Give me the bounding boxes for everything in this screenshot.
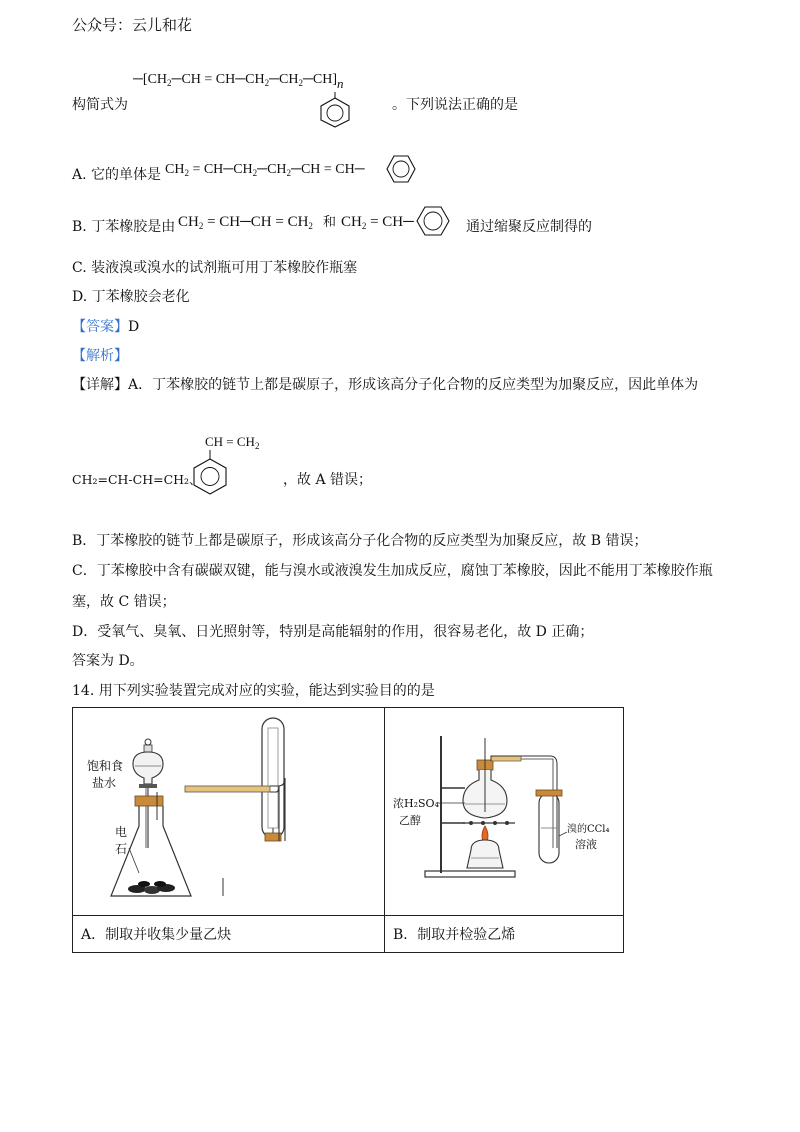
- q13-stem-prefix: 构简式为: [72, 97, 128, 113]
- option-b-prefix: B. 丁苯橡胶是由: [72, 219, 176, 235]
- option-a-prefix: A. 它的单体是: [72, 167, 162, 183]
- q14-stem: 14. 用下列实验装置完成对应的实验，能达到实验目的的是: [72, 683, 435, 699]
- detail-b: B．丁苯橡胶的链节上都是碳原子，形成该高分子化合物的反应类型为加聚反应，故 B 错误；: [72, 533, 648, 549]
- experiment-table: [72, 707, 624, 953]
- benzene-ring-icon: [318, 92, 352, 128]
- detail-c-line1: C．丁苯橡胶中含有碳碳双键，能与溴水或液溴发生加成反应，腐蚀丁苯橡胶，因此不能用丁苯橡胶作瓶: [72, 563, 713, 579]
- polymer-repeat-unit: $─[CH_2─CH$ = $CH─CH_2─CH_2─CH]n$: [133, 72, 344, 91]
- q13-stem-suffix: 。下列说法正确的是: [392, 97, 518, 113]
- label-acid: 浓H₂SO₄: [393, 797, 439, 810]
- option-b-formula-2: $CH_2$ = CH─: [341, 214, 414, 231]
- option-b-suffix: 通过缩聚反应制得的: [466, 219, 592, 235]
- ethylene-apparatus-diagram: [385, 708, 623, 915]
- label-carbide-2: 石: [115, 842, 128, 856]
- option-b-formula-1: $CH_2$ = CH─CH = $CH_2$: [178, 214, 313, 231]
- benzene-ring-icon: [383, 152, 419, 186]
- benzene-ring-icon: [413, 203, 453, 239]
- styrene-vinyl-group: CH = $CH_2$: [205, 434, 260, 451]
- detail-d: D．受氧气、臭氧、日光照射等，特别是高能辐射的作用，很容易老化，故 D 正确；: [72, 624, 594, 640]
- detail-a-tail: ，故 A 错误；: [283, 472, 373, 488]
- account-header: 公众号：云儿和花: [72, 16, 193, 34]
- cell-b-figure: [385, 708, 624, 916]
- answer-line: [72, 318, 139, 336]
- label-carbide-1: 电: [115, 825, 128, 839]
- detail-c-line2: 塞，故 C 错误；: [72, 594, 176, 610]
- monomer-text: CH₂=CH-CH=CH₂、: [72, 472, 202, 487]
- label-ethanol: 乙醇: [399, 814, 421, 827]
- option-d: D. 丁苯橡胶会老化: [72, 289, 190, 305]
- option-b-and: 和: [323, 215, 337, 230]
- analysis-label: 【解析】: [72, 348, 128, 364]
- conclusion: 答案为 D。: [72, 653, 144, 669]
- cell-b-caption: B．制取并检验乙烯: [385, 916, 624, 953]
- option-a-formula: $CH_2$ = $CH─CH_2─CH_2─CH$ = CH─: [165, 162, 365, 178]
- label-brine-2: 盐水: [92, 776, 117, 790]
- cell-a-figure: [73, 708, 385, 916]
- option-c: C. 装液溴或溴水的试剂瓶可用丁苯橡胶作瓶塞: [72, 260, 358, 276]
- label-solution-2: 溶液: [575, 838, 597, 851]
- answer-value: D: [128, 319, 140, 335]
- label-solution-1: 溴的CCl₄: [567, 824, 610, 835]
- label-brine-1: 饱和食: [87, 759, 124, 773]
- answer-label: 【答案】: [72, 319, 128, 335]
- cell-a-caption: A．制取并收集少量乙炔: [73, 916, 385, 953]
- detail-a: 【详解】A．丁苯橡胶的链节上都是碳原子，形成该高分子化合物的反应类型为加聚反应，因此单体为: [72, 377, 699, 393]
- acetylene-apparatus-diagram: [73, 708, 384, 915]
